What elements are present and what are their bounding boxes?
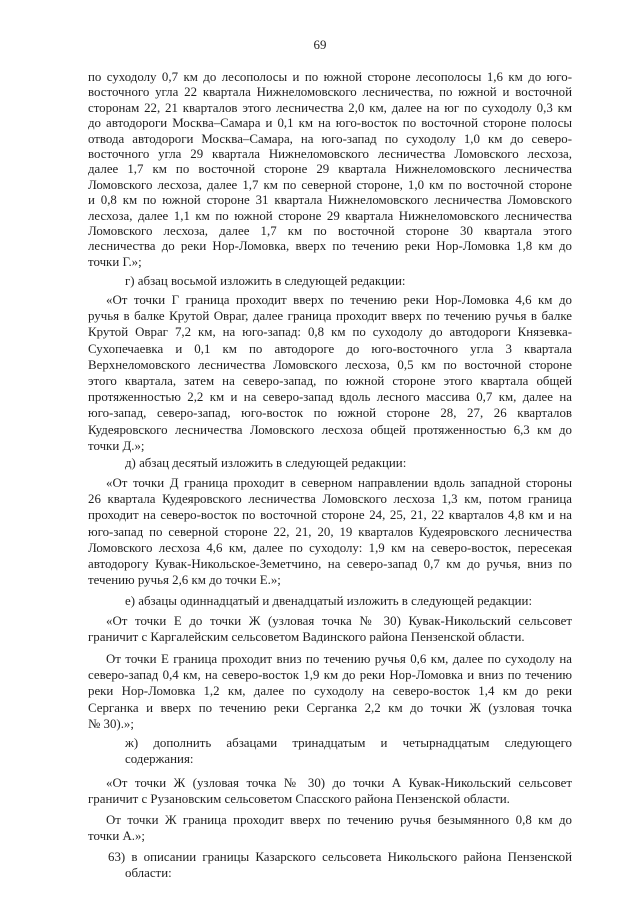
text-line: лесничества до реки Нор-Ломовка, вверх по течению реки Нор-Ломовка 1,8 км до bbox=[88, 239, 572, 254]
text-line: восточного угла 22 квартала Нижнеломовского лесничества, по южной и восточной bbox=[88, 85, 572, 100]
text-line: граничит с Каргалейским сельсоветом Вадинского района Пензенской области. bbox=[88, 630, 525, 645]
text-line: области: bbox=[125, 866, 172, 881]
paragraph bbox=[88, 292, 572, 454]
text-line: «От точки Ж (узловая точка № 30) до точки А Кувак-Никольский сельсовет bbox=[106, 776, 572, 790]
text-line: От точки Ж граница проходит вверх по течению ручья безымянного 0,8 км до bbox=[106, 813, 572, 827]
text-line: Верхнеломовского лесничества Ломовского лесхоза, 0,5 км по восточной стороне bbox=[88, 357, 572, 372]
text-line: 63) в описании границы Казарского сельсовета Никольского района Пензенской bbox=[108, 850, 572, 864]
paragraph bbox=[88, 812, 572, 844]
text-line: и 0,8 км по южной стороне 31 квартала Нижнеломовского лесничества Ломовского bbox=[88, 193, 572, 208]
text-line: восточного угла 29 квартала Нижнеломовского лесничества Ломовского лесхоза, bbox=[88, 147, 572, 162]
paragraph bbox=[88, 775, 572, 807]
paragraph bbox=[88, 475, 572, 588]
text-line: ж) дополнить абзацами тринадцатым и четырнадцатым следующего bbox=[125, 736, 572, 750]
text-line: автодорогу Кувак-Никольское-Земетчино, на северо-запад 0,7 км до ручья, вниз по bbox=[88, 557, 572, 572]
text-line: Ломовского лесхоза, далее 1,7 км по северной стороне, 1,0 км по восточной стороне bbox=[88, 177, 572, 192]
text-line: юго-запад, северо-запад, юго-восток по южной стороне 28, 27, 26 кварталов bbox=[88, 406, 572, 421]
text-line: проходит на северо-восток по восточной стороне 24, 25, 21, 22 кварталов 4,8 км и на bbox=[88, 508, 572, 523]
text-line: юго-запад по северной стороне 22, 21, 20, 19 кварталов Кудеяровского лесничества bbox=[88, 524, 572, 539]
text-line: «От точки Д граница проходит в северном направлении вдоль западной стороны bbox=[106, 476, 572, 490]
amendment-item-g bbox=[88, 273, 572, 289]
text-line: Кудеяровского лесничества Ломовского лесхоза общей протяженностью 6,3 км до bbox=[88, 422, 572, 437]
text-line: Серганка и вверх по течению реки Серганка 2,2 км до точки Ж (узловая точка bbox=[88, 700, 572, 715]
text-line: «От точки Г граница проходит вверх по течению реки Нор-Ломовка 4,6 км до bbox=[106, 293, 572, 307]
text-line: «От точки Е до точки Ж (узловая точка № 30) Кувак-Никольский сельсовет bbox=[106, 614, 572, 628]
text-line: ручья в балке Крутой Овраг, далее граница проходит вверх по течению ручья в балке bbox=[88, 309, 572, 324]
text-line: д) абзац десятый изложить в следующей редакции: bbox=[125, 456, 407, 470]
text-line: протяженностью 2,2 км и на северо-запад вдоль лесного массива 0,7 км, далее на bbox=[88, 390, 572, 405]
text-line: Ломовского лесхоза 4,6 км, далее по суходолу: 1,9 км на северо-восток, пересекая bbox=[88, 540, 572, 555]
text-line: г) абзац восьмой изложить в следующей редакции: bbox=[125, 274, 406, 288]
text-line: сторонам 22, 21 кварталов этого лесничества 2,0 км, далее на юг по суходолу 0,3 км bbox=[88, 100, 572, 115]
text-line: течению ручья 2,6 км до точки Е.»; bbox=[88, 573, 281, 588]
text-line: точки Г.»; bbox=[88, 254, 142, 269]
text-line: граничит с Рузановским сельсоветом Спасского района Пензенской области. bbox=[88, 792, 510, 807]
text-line: содержания: bbox=[125, 752, 194, 767]
text-line: Ломовского лесхоза, далее 1,7 км по восточной стороне 30 квартала этого bbox=[88, 224, 572, 239]
text-line: отвода автодороги Москва–Самара, на юго-запад по суходолу 1,0 км до северо- bbox=[88, 131, 572, 146]
text-line: этого квартала, затем на северо-запад, по южной стороне этого квартала общей bbox=[88, 374, 572, 389]
text-line: Сухопечаевка и 0,1 км по автодороге до юго-восточного угла 3 квартала bbox=[88, 341, 572, 356]
amendment-item-d bbox=[88, 455, 572, 471]
text-line: Крутой Овраг 7,2 км, на юго-запад: 0,8 км по суходолу до автодороги Князевка- bbox=[88, 325, 572, 340]
numbered-item-63 bbox=[88, 849, 572, 881]
text-line: е) абзацы одиннадцатый и двенадцатый изложить в следующей редакции: bbox=[125, 594, 533, 608]
text-line: лесхоза, далее 1,1 км по южной стороне 29 квартала Нижнеломовского лесничества bbox=[88, 208, 572, 223]
text-line: реки Нор-Ломовка 1,2 км, далее по суходолу на северо-восток 1,4 км до реки bbox=[88, 684, 572, 699]
paragraph bbox=[88, 70, 572, 270]
text-line: точки А.»; bbox=[88, 829, 146, 844]
paragraph bbox=[88, 613, 572, 645]
page-number: 69 bbox=[313, 38, 327, 52]
text-line: по суходолу 0,7 км до лесополосы и по южной стороне лесополосы 1,6 км до юго- bbox=[88, 70, 572, 84]
amendment-item-e bbox=[88, 593, 572, 609]
text-line: точки Д.»; bbox=[88, 438, 145, 453]
paragraph bbox=[88, 651, 572, 732]
text-line: далее 1,7 км по восточной стороне 29 квартала Нижнеломовского лесничества bbox=[88, 162, 572, 177]
text-line: № 30).»; bbox=[88, 716, 134, 731]
text-line: северо-запад 0,4 км, на северо-восток 1,9 км до реки Нор-Ломовка и вниз по течению bbox=[88, 668, 572, 683]
text-line: От точки Е граница проходит вниз по течению ручья 0,6 км, далее по суходолу на bbox=[106, 652, 572, 666]
text-line: до автодороги Москва–Самара и 0,1 км на юго-восток по восточной стороне полосы bbox=[88, 116, 572, 131]
text-line: 26 квартала Кудеяровского лесничества Ломовского лесхоза 1,3 км, потом граница bbox=[88, 492, 572, 507]
amendment-item-zh bbox=[88, 735, 572, 767]
